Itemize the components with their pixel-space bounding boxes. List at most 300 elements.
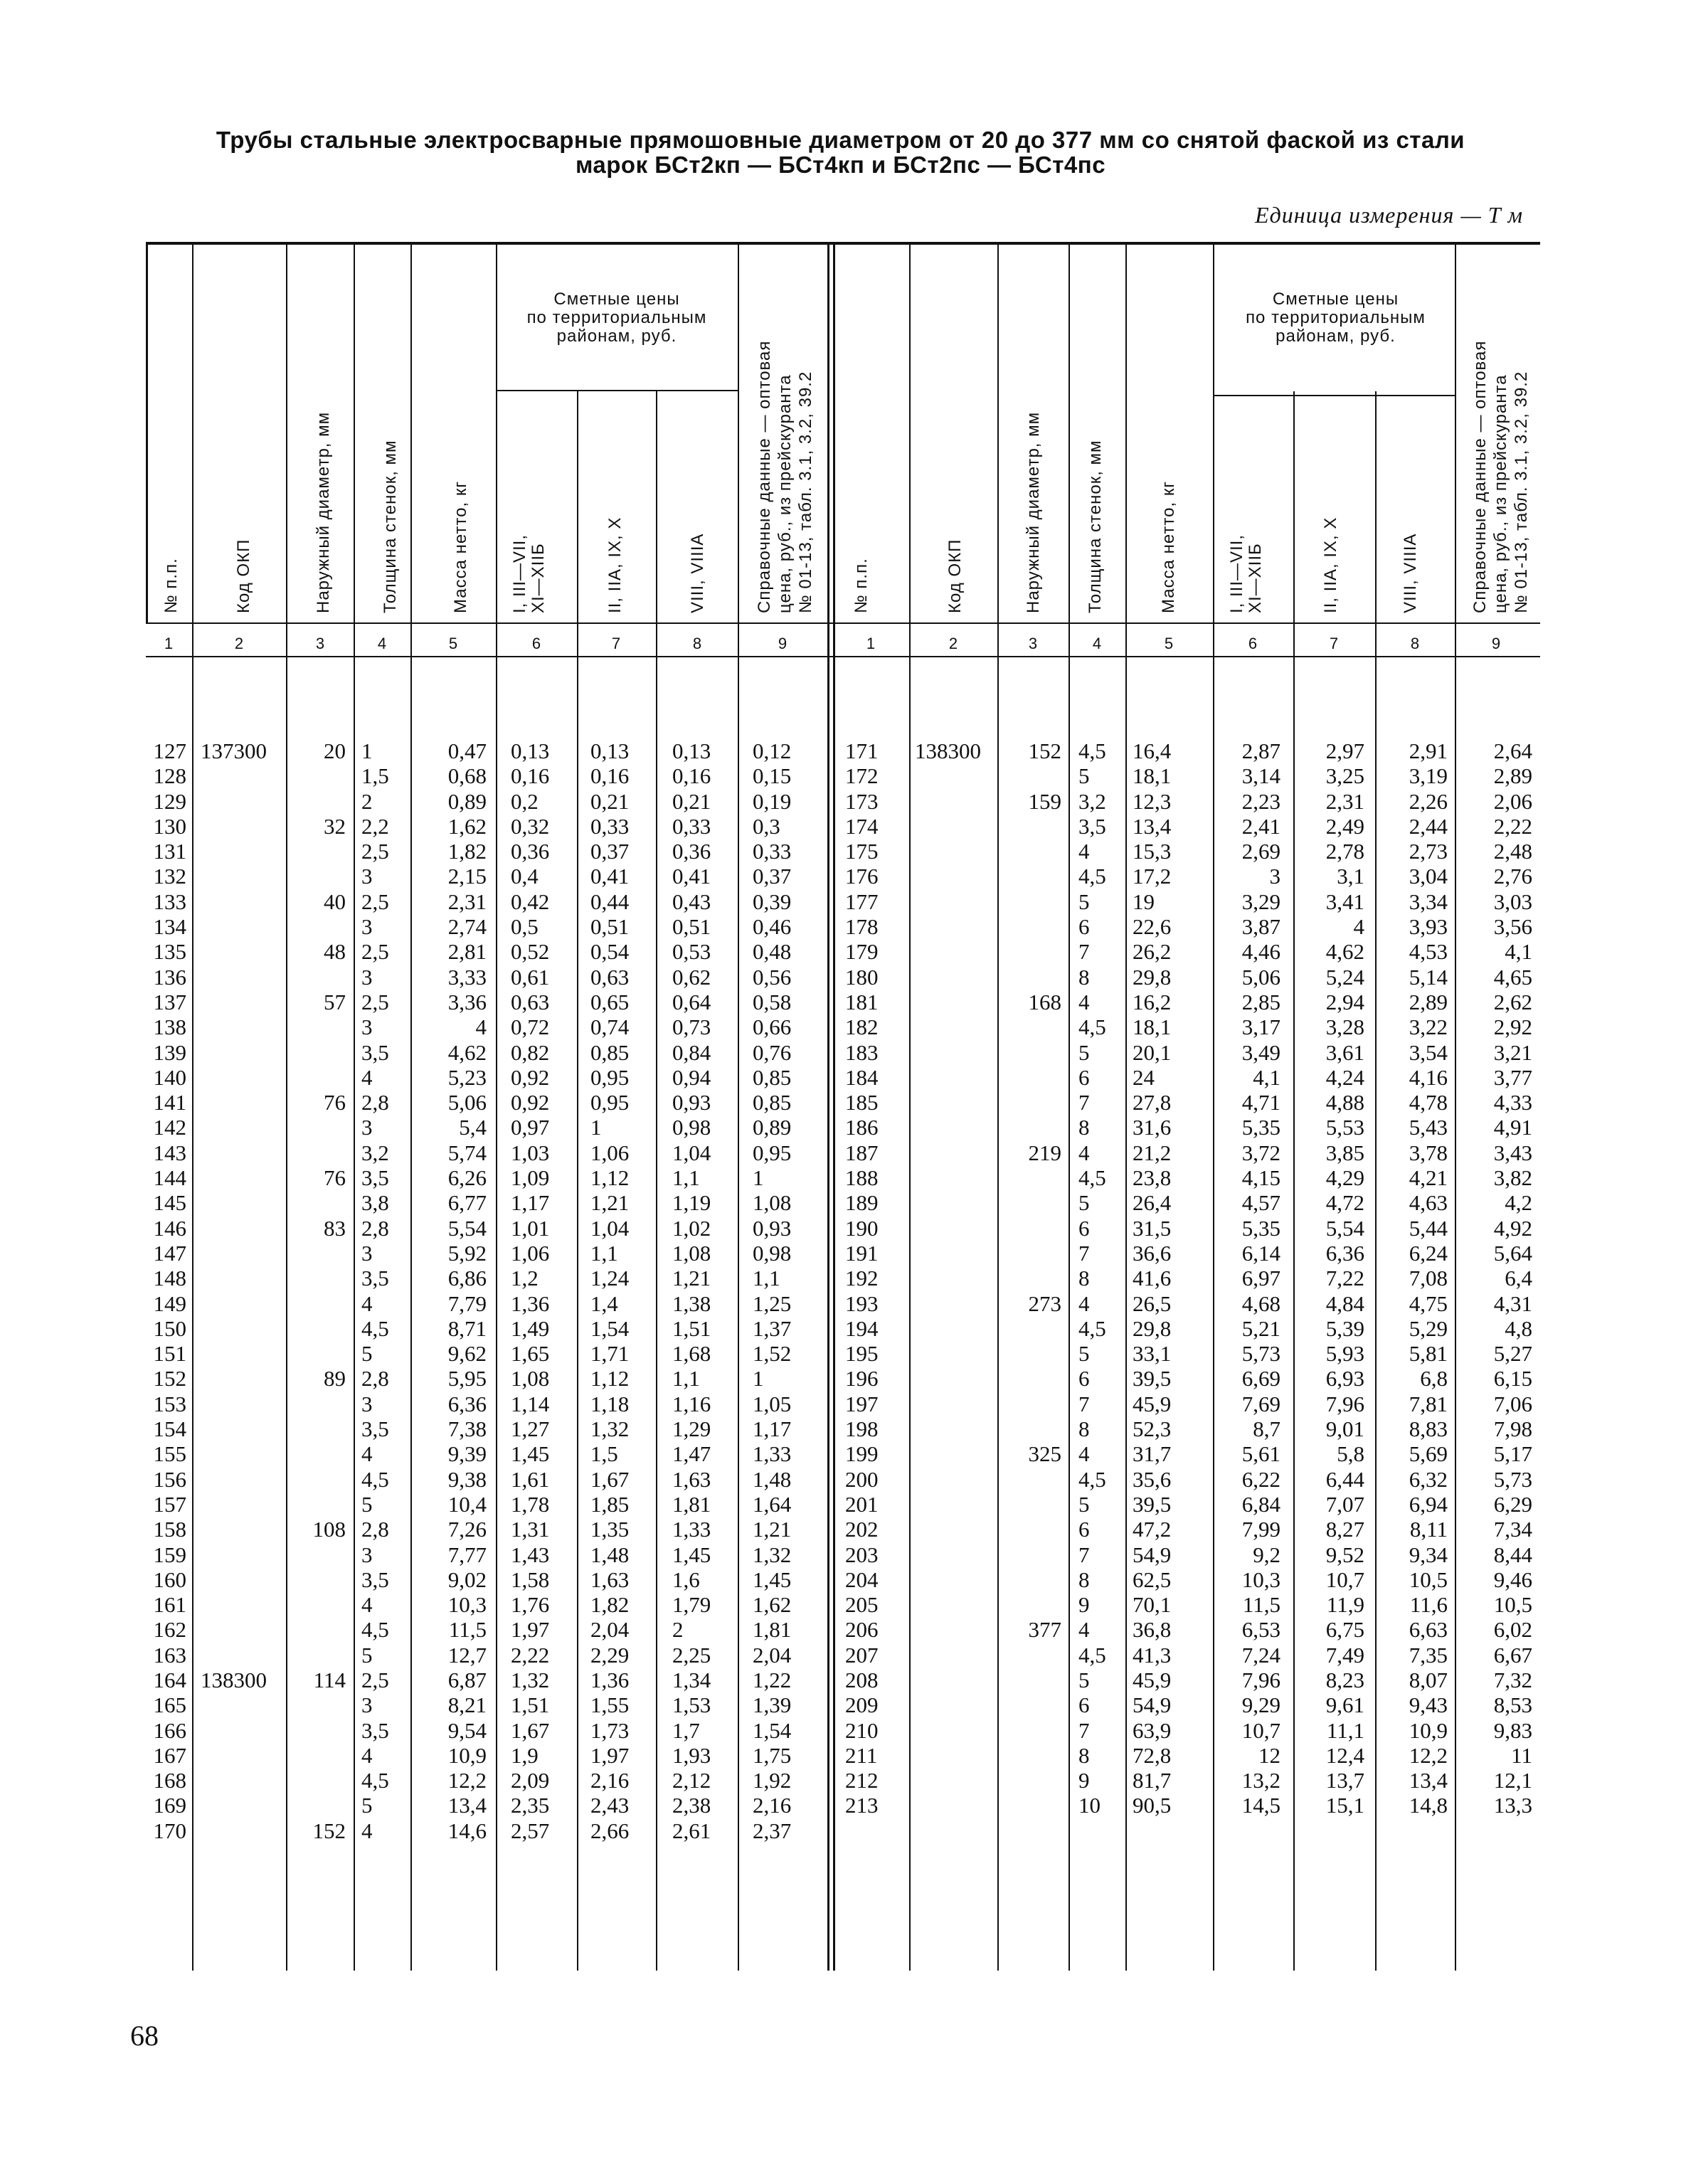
- table-cell: 9,61: [1325, 1692, 1364, 1718]
- table-cell: 9,02: [447, 1567, 487, 1592]
- table-cell: 4,1: [1253, 1064, 1280, 1090]
- table-cell: 4,5: [1078, 1315, 1106, 1341]
- table-cell: 41,6: [1133, 1266, 1172, 1291]
- table-cell: [201, 1542, 279, 1567]
- table-cell: 1,78: [511, 1491, 550, 1517]
- table-cell: 183: [845, 1039, 879, 1065]
- table-cell: 207: [845, 1642, 879, 1668]
- table-cell: 5: [1078, 1341, 1090, 1367]
- table-cell: 4,2: [1505, 1190, 1532, 1216]
- table-cell: 1,19: [672, 1190, 711, 1216]
- table-cell: 2,43: [590, 1793, 630, 1818]
- table-cell: [1003, 1492, 1061, 1517]
- table-cell: 0,95: [590, 1064, 630, 1090]
- table-cell: 4,16: [1409, 1064, 1448, 1090]
- table-cell: 3: [361, 1014, 373, 1040]
- table-cell: 5,35: [1241, 1115, 1280, 1140]
- table-cell: 52,3: [1133, 1416, 1172, 1442]
- table-cell: [293, 1065, 346, 1090]
- table-cell: 4,5: [361, 1617, 389, 1643]
- table-cell: 3,29: [1241, 889, 1280, 914]
- table-cell: 19: [1133, 889, 1155, 914]
- column-number: 6: [531, 635, 541, 652]
- table-cell: 150: [153, 1315, 186, 1341]
- table-cell: 195: [845, 1341, 879, 1367]
- table-cell: 0,51: [590, 914, 630, 940]
- table-cell: [293, 1643, 346, 1668]
- table-cell: 3: [361, 864, 373, 889]
- table-cell: 4,29: [1325, 1165, 1364, 1191]
- table-cell: [915, 763, 993, 788]
- table-cell: 4,24: [1325, 1064, 1364, 1090]
- table-cell: [293, 839, 346, 864]
- table-cell: 33,1: [1133, 1341, 1172, 1367]
- table-cell: [1003, 1115, 1061, 1140]
- table-cell: 72,8: [1133, 1742, 1172, 1768]
- table-cell: 1,32: [590, 1416, 630, 1442]
- table-cell: [915, 1467, 993, 1492]
- table-cell: 9: [1078, 1592, 1090, 1618]
- table-cell: [201, 1441, 279, 1466]
- table-cell: 1,2: [511, 1266, 539, 1291]
- table-cell: 1,92: [753, 1768, 792, 1793]
- table-cell: [201, 1090, 279, 1115]
- table-cell: [915, 1291, 993, 1316]
- table-cell: 9,34: [1409, 1542, 1448, 1567]
- table-cell: [293, 1492, 346, 1517]
- column-rule: [410, 242, 412, 1971]
- table-cell: 1,76: [511, 1592, 550, 1618]
- table-cell: 5,8: [1337, 1441, 1364, 1467]
- table-cell: 0,54: [590, 939, 630, 965]
- table-cell: 204: [845, 1567, 879, 1592]
- table-cell: [293, 914, 346, 939]
- table-cell: 159: [1028, 788, 1061, 814]
- table-cell: 0,93: [672, 1090, 711, 1115]
- table-cell: [915, 914, 993, 939]
- table-cell: 0,85: [590, 1039, 630, 1065]
- column-number: 1: [866, 635, 876, 652]
- table-cell: 2,12: [672, 1768, 711, 1793]
- table-cell: 6,02: [1493, 1617, 1532, 1643]
- table-cell: 145: [153, 1190, 186, 1216]
- table-cell: [293, 1718, 346, 1743]
- right-col-code: [915, 738, 993, 1818]
- table-cell: 5: [361, 1491, 373, 1517]
- table-cell: 76: [324, 1165, 346, 1191]
- table-cell: 1,27: [511, 1416, 550, 1442]
- table-cell: 209: [845, 1692, 879, 1718]
- table-cell: 76: [324, 1090, 346, 1115]
- table-cell: 22,6: [1133, 914, 1172, 940]
- table-cell: 0,94: [672, 1064, 711, 1090]
- table-cell: 154: [153, 1416, 186, 1442]
- table-cell: 62,5: [1133, 1567, 1172, 1592]
- right-col-mass: [1133, 738, 1197, 1818]
- table-cell: 3,56: [1493, 914, 1532, 940]
- table-cell: [1003, 1216, 1061, 1241]
- table-cell: 6,84: [1241, 1491, 1280, 1517]
- table-cell: 5: [361, 1642, 373, 1668]
- table-cell: 0,12: [753, 738, 792, 763]
- table-cell: 27,8: [1133, 1090, 1172, 1115]
- table-cell: 13,7: [1325, 1768, 1364, 1793]
- table-cell: [201, 789, 279, 814]
- table-cell: 2,06: [1493, 788, 1532, 814]
- table-cell: 3,2: [1078, 788, 1106, 814]
- table-cell: 3: [361, 914, 373, 940]
- table-cell: 4,62: [1325, 939, 1364, 965]
- table-cell: 1,43: [511, 1542, 550, 1567]
- table-cell: 1,04: [590, 1215, 630, 1241]
- table-cell: 377: [1028, 1617, 1061, 1643]
- table-cell: 192: [845, 1266, 879, 1291]
- table-cell: 5,27: [1493, 1341, 1532, 1367]
- table-cell: 144: [153, 1165, 186, 1191]
- table-cell: 1,51: [672, 1315, 711, 1341]
- table-cell: [201, 1165, 279, 1190]
- table-cell: [1003, 1416, 1061, 1441]
- table-cell: 3,03: [1493, 889, 1532, 914]
- table-cell: [1003, 1718, 1061, 1743]
- column-rule: [577, 391, 578, 1971]
- table-cell: 1,1: [672, 1165, 700, 1191]
- table-cell: 10,3: [447, 1592, 487, 1618]
- table-cell: [201, 763, 279, 788]
- table-cell: [915, 1668, 993, 1692]
- table-cell: 0,44: [590, 889, 630, 914]
- table-cell: 0,47: [447, 738, 487, 763]
- table-cell: 1,12: [590, 1366, 630, 1391]
- column-rule: [997, 242, 999, 1971]
- table-cell: 3: [1269, 864, 1280, 889]
- table-cell: 1,36: [511, 1290, 550, 1316]
- table-cell: [293, 1467, 346, 1492]
- table-cell: [293, 1592, 346, 1617]
- table-cell: 1,25: [753, 1290, 792, 1316]
- table-cell: 0,61: [511, 964, 550, 990]
- table-cell: 0,72: [511, 1014, 550, 1040]
- table-cell: 1,54: [590, 1315, 630, 1341]
- table-cell: 0,97: [511, 1115, 550, 1140]
- table-cell: 45,9: [1133, 1391, 1172, 1416]
- table-cell: 1,97: [511, 1617, 550, 1643]
- table-cell: [201, 1241, 279, 1266]
- table-cell: 133: [153, 889, 186, 914]
- table-cell: 2,74: [447, 914, 487, 940]
- table-cell: 7,77: [447, 1542, 487, 1567]
- table-cell: 2,5: [361, 1667, 389, 1692]
- table-cell: 7,98: [1493, 1416, 1532, 1442]
- table-cell: 4,72: [1325, 1190, 1364, 1216]
- table-cell: [293, 1115, 346, 1140]
- table-cell: 2,91: [1409, 738, 1448, 763]
- table-cell: 31,7: [1133, 1441, 1172, 1467]
- table-cell: 189: [845, 1190, 879, 1216]
- table-cell: 0,98: [753, 1240, 792, 1266]
- table-cell: 21,2: [1133, 1140, 1172, 1165]
- column-number: 7: [611, 635, 621, 652]
- table-cell: 2,31: [1325, 788, 1364, 814]
- table-cell: 1,45: [511, 1441, 550, 1467]
- table-cell: 5,95: [447, 1366, 487, 1391]
- table-cell: 135: [153, 939, 186, 965]
- table-cell: 2,61: [672, 1818, 711, 1843]
- table-cell: 83: [324, 1215, 346, 1241]
- right-col-p1: [1213, 738, 1280, 1818]
- table-cell: 4,88: [1325, 1090, 1364, 1115]
- table-cell: 26,4: [1133, 1190, 1172, 1216]
- table-cell: 2,8: [361, 1090, 389, 1115]
- table-cell: 0,19: [753, 788, 792, 814]
- table-cell: 4,5: [1078, 1165, 1106, 1191]
- table-cell: 0,85: [753, 1090, 792, 1115]
- table-cell: [1003, 864, 1061, 889]
- column-rule: [1125, 242, 1127, 1971]
- table-cell: 4,78: [1409, 1090, 1448, 1115]
- table-cell: 12,7: [447, 1642, 487, 1668]
- table-cell: 6: [1078, 1366, 1090, 1391]
- table-cell: 26,2: [1133, 939, 1172, 965]
- table-cell: 210: [845, 1717, 879, 1743]
- table-cell: 6,86: [447, 1266, 487, 1291]
- table-cell: [293, 1416, 346, 1441]
- table-cell: 1,24: [590, 1266, 630, 1291]
- table-cell: 5,54: [1325, 1215, 1364, 1241]
- table-cell: 6,24: [1409, 1240, 1448, 1266]
- table-cell: 8: [1078, 1742, 1090, 1768]
- table-cell: 2,41: [1241, 813, 1280, 839]
- table-cell: 148: [153, 1266, 186, 1291]
- table-cell: [915, 1266, 993, 1290]
- table-cell: 140: [153, 1064, 186, 1090]
- table-cell: 152: [153, 1366, 186, 1391]
- table-cell: [1003, 1266, 1061, 1290]
- table-cell: 5,24: [1325, 964, 1364, 990]
- table-cell: 3,21: [1493, 1039, 1532, 1065]
- table-cell: [293, 789, 346, 814]
- table-cell: [293, 1542, 346, 1567]
- table-cell: [293, 1190, 346, 1215]
- table-cell: [915, 789, 993, 814]
- table-cell: [201, 1793, 279, 1818]
- table-cell: 4,5: [1078, 1466, 1106, 1492]
- table-cell: 0,21: [590, 788, 630, 814]
- table-cell: 159: [153, 1542, 186, 1567]
- table-cell: 8: [1078, 964, 1090, 990]
- table-cell: [915, 1592, 993, 1617]
- table-cell: 138300: [201, 1667, 267, 1692]
- table-cell: 6,32: [1409, 1466, 1448, 1492]
- table-cell: 1,36: [590, 1667, 630, 1692]
- table-cell: 4: [1353, 914, 1364, 940]
- table-cell: 2,87: [1241, 738, 1280, 763]
- table-cell: 0,52: [511, 939, 550, 965]
- table-cell: 7,24: [1241, 1642, 1280, 1668]
- table-cell: [201, 889, 279, 914]
- table-cell: 11,1: [1326, 1717, 1364, 1743]
- table-cell: 3,5: [361, 1567, 389, 1592]
- table-cell: [1003, 814, 1061, 839]
- table-cell: [201, 1366, 279, 1391]
- table-cell: 1,81: [753, 1617, 792, 1643]
- table-cell: [201, 1467, 279, 1492]
- table-cell: [915, 1416, 993, 1441]
- table-cell: 4,5: [1078, 738, 1106, 763]
- table-cell: 2,37: [753, 1818, 792, 1843]
- table-cell: 2,89: [1493, 763, 1532, 789]
- table-cell: 0,92: [511, 1064, 550, 1090]
- table-cell: 1,5: [590, 1441, 618, 1467]
- table-cell: [201, 1492, 279, 1517]
- table-cell: [1003, 1190, 1061, 1215]
- table-cell: 2,16: [590, 1768, 630, 1793]
- table-cell: 211: [845, 1742, 878, 1768]
- table-cell: 3,5: [361, 1416, 389, 1442]
- table-cell: 6: [1078, 914, 1090, 940]
- table-cell: 1,61: [511, 1466, 550, 1492]
- table-cell: 162: [153, 1617, 186, 1643]
- group-rule-right: [1213, 395, 1455, 396]
- table-cell: 6,26: [447, 1165, 487, 1191]
- column-rule: [192, 242, 193, 1971]
- table-cell: 2,92: [1493, 1014, 1532, 1040]
- table-cell: 6,4: [1505, 1266, 1532, 1291]
- left-col-ref: [753, 738, 824, 1843]
- table-cell: 0,51: [672, 914, 711, 940]
- table-cell: 3: [361, 1240, 373, 1266]
- table-cell: 4,84: [1325, 1290, 1364, 1316]
- table-cell: 13,2: [1241, 1768, 1280, 1793]
- table-cell: 7,06: [1493, 1391, 1532, 1416]
- table-cell: 158: [153, 1517, 186, 1542]
- table-cell: 1,16: [672, 1391, 711, 1416]
- table-cell: 7,32: [1493, 1667, 1532, 1692]
- table-cell: 7,38: [447, 1416, 487, 1442]
- table-cell: [1003, 1692, 1061, 1717]
- table-cell: 0,76: [753, 1039, 792, 1065]
- table-cell: 7,34: [1493, 1517, 1532, 1542]
- table-cell: 208: [845, 1667, 879, 1692]
- table-cell: 172: [845, 763, 879, 789]
- table-cell: 3,72: [1241, 1140, 1280, 1165]
- table-cell: 0,85: [753, 1064, 792, 1090]
- table-cell: 0,63: [590, 964, 630, 990]
- table-cell: 8,53: [1493, 1692, 1532, 1718]
- table-cell: 8: [1078, 1567, 1090, 1592]
- table-cell: [1003, 1517, 1061, 1542]
- table-cell: [201, 864, 279, 889]
- table-cell: 35,6: [1133, 1466, 1172, 1492]
- table-cell: 1,1: [672, 1366, 700, 1391]
- table-cell: 179: [845, 939, 879, 965]
- table-cell: [201, 1341, 279, 1366]
- table-cell: [915, 1492, 993, 1517]
- table-cell: 7,26: [447, 1517, 487, 1542]
- table-cell: 6,29: [1493, 1491, 1532, 1517]
- table-cell: 11,5: [448, 1617, 487, 1643]
- table-cell: 54,9: [1133, 1692, 1172, 1718]
- table-cell: 0,32: [511, 813, 550, 839]
- table-cell: 139: [153, 1039, 186, 1065]
- table-cell: 5,43: [1409, 1115, 1448, 1140]
- table-cell: 2,22: [1493, 813, 1532, 839]
- column-rule: [738, 242, 739, 1971]
- table-cell: 153: [153, 1391, 186, 1416]
- table-cell: 11: [1511, 1742, 1532, 1768]
- table-cell: 6,87: [447, 1667, 487, 1692]
- table-cell: [1003, 1341, 1061, 1366]
- table-cell: 1,04: [672, 1140, 711, 1165]
- table-cell: 3,2: [361, 1140, 389, 1165]
- table-cell: 9,38: [447, 1466, 487, 1492]
- table-cell: 90,5: [1133, 1793, 1172, 1818]
- table-cell: 0,58: [753, 989, 792, 1014]
- table-cell: 2,23: [1241, 788, 1280, 814]
- table-cell: 29,8: [1133, 964, 1172, 990]
- table-cell: 136: [153, 964, 186, 990]
- column-number: 6: [1248, 635, 1258, 652]
- table-cell: 2,25: [672, 1642, 711, 1668]
- table-cell: 2,49: [1325, 813, 1364, 839]
- table-cell: 0,36: [672, 839, 711, 864]
- table-cell: 15,3: [1133, 839, 1172, 864]
- table-cell: 9,54: [447, 1717, 487, 1743]
- table-cell: 10,4: [447, 1491, 487, 1517]
- table-cell: 5,06: [1241, 964, 1280, 990]
- table-cell: [1003, 1467, 1061, 1492]
- table-cell: [201, 839, 279, 864]
- table-cell: 1,68: [672, 1341, 711, 1367]
- table-cell: 1,08: [511, 1366, 550, 1391]
- table-cell: 8: [1078, 1115, 1090, 1140]
- column-rule: [146, 242, 148, 622]
- table-cell: 48: [324, 939, 346, 965]
- table-cell: [915, 889, 993, 914]
- table-cell: 0,4: [511, 864, 539, 889]
- table-cell: 6,14: [1241, 1240, 1280, 1266]
- table-cell: 6,69: [1241, 1366, 1280, 1391]
- table-cell: 2,85: [1241, 989, 1280, 1014]
- table-cell: 167: [153, 1742, 186, 1768]
- table-cell: 24: [1133, 1064, 1155, 1090]
- table-cell: 108: [312, 1517, 346, 1542]
- column-number: 2: [234, 635, 244, 652]
- table-cell: 176: [845, 864, 879, 889]
- left-col-p3: [672, 738, 736, 1843]
- column-number: 4: [377, 635, 387, 652]
- table-cell: 3,19: [1409, 763, 1448, 789]
- table-cell: 0,13: [511, 738, 550, 763]
- table-cell: 9,46: [1493, 1567, 1532, 1592]
- table-cell: [915, 864, 993, 889]
- table-cell: 177: [845, 889, 879, 914]
- table-cell: 1,33: [753, 1441, 792, 1467]
- table-cell: 127: [153, 738, 186, 763]
- table-cell: 1,64: [753, 1491, 792, 1517]
- table-cell: 2,5: [361, 939, 389, 965]
- table-cell: 2,31: [447, 889, 487, 914]
- table-cell: 2: [361, 788, 373, 814]
- table-cell: 164: [153, 1667, 186, 1692]
- table-cell: 10: [1078, 1793, 1101, 1818]
- table-cell: 17,2: [1133, 864, 1172, 889]
- table-cell: 5,21: [1241, 1315, 1280, 1341]
- column-number: 1: [164, 635, 174, 652]
- table-cell: 1,49: [511, 1315, 550, 1341]
- table-cell: 6: [1078, 1692, 1090, 1718]
- table-cell: 6,22: [1241, 1466, 1280, 1492]
